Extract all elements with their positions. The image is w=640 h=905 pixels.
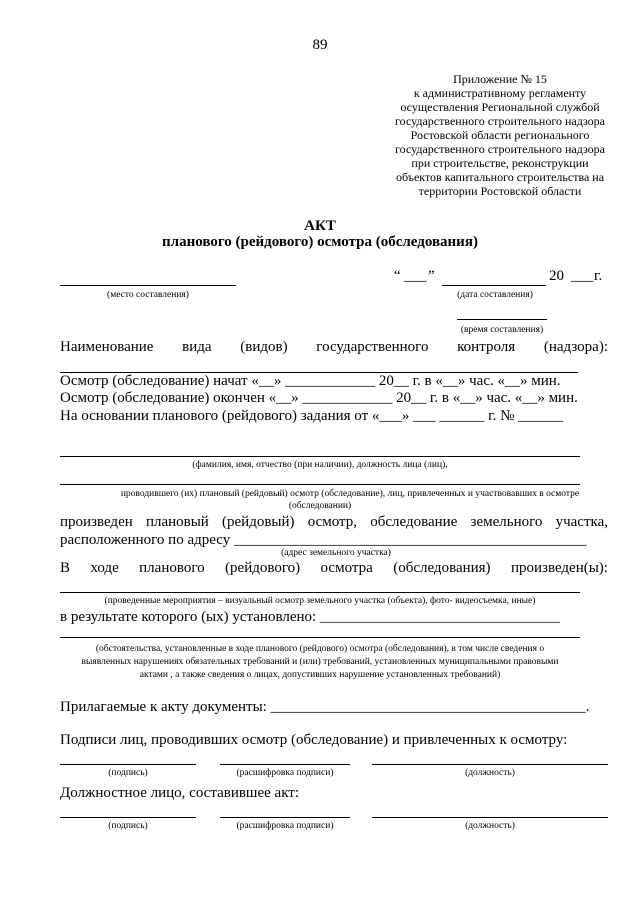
circumstances-caption bbox=[40, 643, 600, 682]
document-title: АКТ bbox=[304, 218, 336, 234]
date-month-line bbox=[442, 285, 546, 286]
address-line: расположенного по адресу _______________________________________________ bbox=[60, 532, 587, 548]
events-line bbox=[60, 592, 580, 593]
signatures-heading: Подписи лиц, проводивших осмотр (обследование) и привлеченных к осмотру: bbox=[60, 732, 568, 748]
place-caption: (место составления) bbox=[107, 290, 189, 300]
circumstances-caption-line: выявленных нарушениях обязательных требований и (или) требований, установленных муниципальными правовыми bbox=[81, 657, 559, 667]
circumstances-caption-line: (обстоятельства, установленные в ходе планового (рейдового) осмотра (обследования), в том числе сведения о bbox=[95, 644, 545, 654]
address-caption: (адрес земельного участка) bbox=[281, 548, 391, 558]
signature-line bbox=[60, 764, 196, 765]
appendix-line: Ростовской области регионального bbox=[410, 128, 590, 142]
signature-caption: (подпись) bbox=[108, 821, 148, 831]
appendix-line: государственного строительного надзора bbox=[395, 142, 605, 156]
control-word: контроля bbox=[457, 339, 516, 355]
date-day-blank: ___ bbox=[404, 268, 427, 284]
transcript-caption: (расшифровка подписи) bbox=[236, 821, 334, 831]
course-word: (рейдового) bbox=[225, 560, 301, 576]
inspection-started: Осмотр (обследование) начат «__» ____________ 20__ г. в «__» час. «__» мин. bbox=[60, 373, 561, 389]
transcript-caption: (расшифровка подписи) bbox=[236, 768, 334, 778]
control-word: (надзора): bbox=[543, 339, 608, 355]
date-year-blank: ___ bbox=[571, 268, 594, 284]
signature-line bbox=[60, 817, 196, 818]
time-line bbox=[457, 319, 547, 320]
inspection-finished: Осмотр (обследование) окончен «__» ____________ 20__ г. в «__» час. «__» мин. bbox=[60, 390, 578, 406]
result-line: в результате которого (ых) установлено: ________________________________ bbox=[60, 609, 560, 625]
control-word: (видов) bbox=[240, 339, 288, 355]
control-word: государственного bbox=[316, 339, 429, 355]
conducted-line bbox=[60, 484, 580, 485]
position-line bbox=[372, 817, 608, 818]
control-word: Наименование bbox=[60, 339, 154, 355]
appendix-line: к административному регламенту bbox=[413, 86, 587, 100]
attached-documents: Прилагаемые к акту документы: __________________________________________. bbox=[60, 699, 590, 715]
course-word: осмотра bbox=[320, 560, 373, 576]
page-number: 89 bbox=[312, 37, 328, 53]
fio-caption: (фамилия, имя, отчество (при наличии), должность лица (лиц), bbox=[192, 460, 448, 470]
circumstances-line bbox=[60, 637, 580, 638]
appendix-line: объектов капитального строительства на bbox=[395, 170, 605, 184]
date-close-quote: ” bbox=[428, 268, 435, 284]
date-year-suffix: г. bbox=[594, 268, 603, 284]
appendix-line: Приложение № 15 bbox=[453, 72, 547, 86]
course-word: В bbox=[60, 560, 71, 576]
position-caption: (должность) bbox=[465, 821, 515, 831]
time-caption: (время составления) bbox=[460, 325, 544, 335]
date-open-quote: “ bbox=[394, 268, 401, 284]
survey-caption: (обследовании) bbox=[288, 501, 352, 511]
appendix-line: осуществления Региональной службой bbox=[400, 100, 600, 114]
control-word: вида bbox=[182, 339, 212, 355]
date-caption: (дата составления) bbox=[457, 290, 533, 300]
document-subtitle: планового (рейдового) осмотра (обследования) bbox=[162, 234, 478, 250]
course-word: (обследования) bbox=[393, 560, 491, 576]
signature-caption: (подпись) bbox=[108, 768, 148, 778]
appendix-block bbox=[380, 72, 620, 198]
course-word: планового bbox=[139, 560, 205, 576]
transcript-line bbox=[220, 817, 350, 818]
events-caption: (проведенные мероприятия – визуальный осмотр земельного участка (объекта), фото- видеосъемка, иные) bbox=[104, 596, 536, 606]
appendix-line: при строительстве, реконструкции bbox=[411, 156, 589, 170]
appendix-line: территории Ростовской области bbox=[418, 184, 582, 198]
inspection-basis: На основании планового (рейдового) задания от «___» ___ ______ г. № ______ bbox=[60, 408, 564, 424]
course-row bbox=[60, 560, 608, 577]
position-caption: (должность) bbox=[465, 768, 515, 778]
place-line bbox=[60, 285, 236, 286]
circumstances-caption-line: актами , а также сведения о лицах, допустивших нарушение установленных требований) bbox=[139, 670, 501, 680]
produced-line: произведен плановый (рейдовый) осмотр, обследование земельного участка, bbox=[60, 514, 608, 530]
transcript-line bbox=[220, 764, 350, 765]
control-type-row bbox=[60, 339, 608, 356]
date-year-prefix: 20 bbox=[549, 268, 564, 284]
course-word: произведен(ы): bbox=[510, 560, 608, 576]
position-line bbox=[372, 764, 608, 765]
official-heading: Должностное лицо, составившее акт: bbox=[60, 785, 300, 801]
fio-line bbox=[60, 456, 580, 457]
conducted-caption: проводившего (их) плановый (рейдовый) осмотр (обследование), лиц, привлеченных и участвовавших в осмотре bbox=[120, 489, 580, 499]
course-word: ходе bbox=[90, 560, 119, 576]
appendix-line: государственного строительного надзора bbox=[395, 114, 605, 128]
